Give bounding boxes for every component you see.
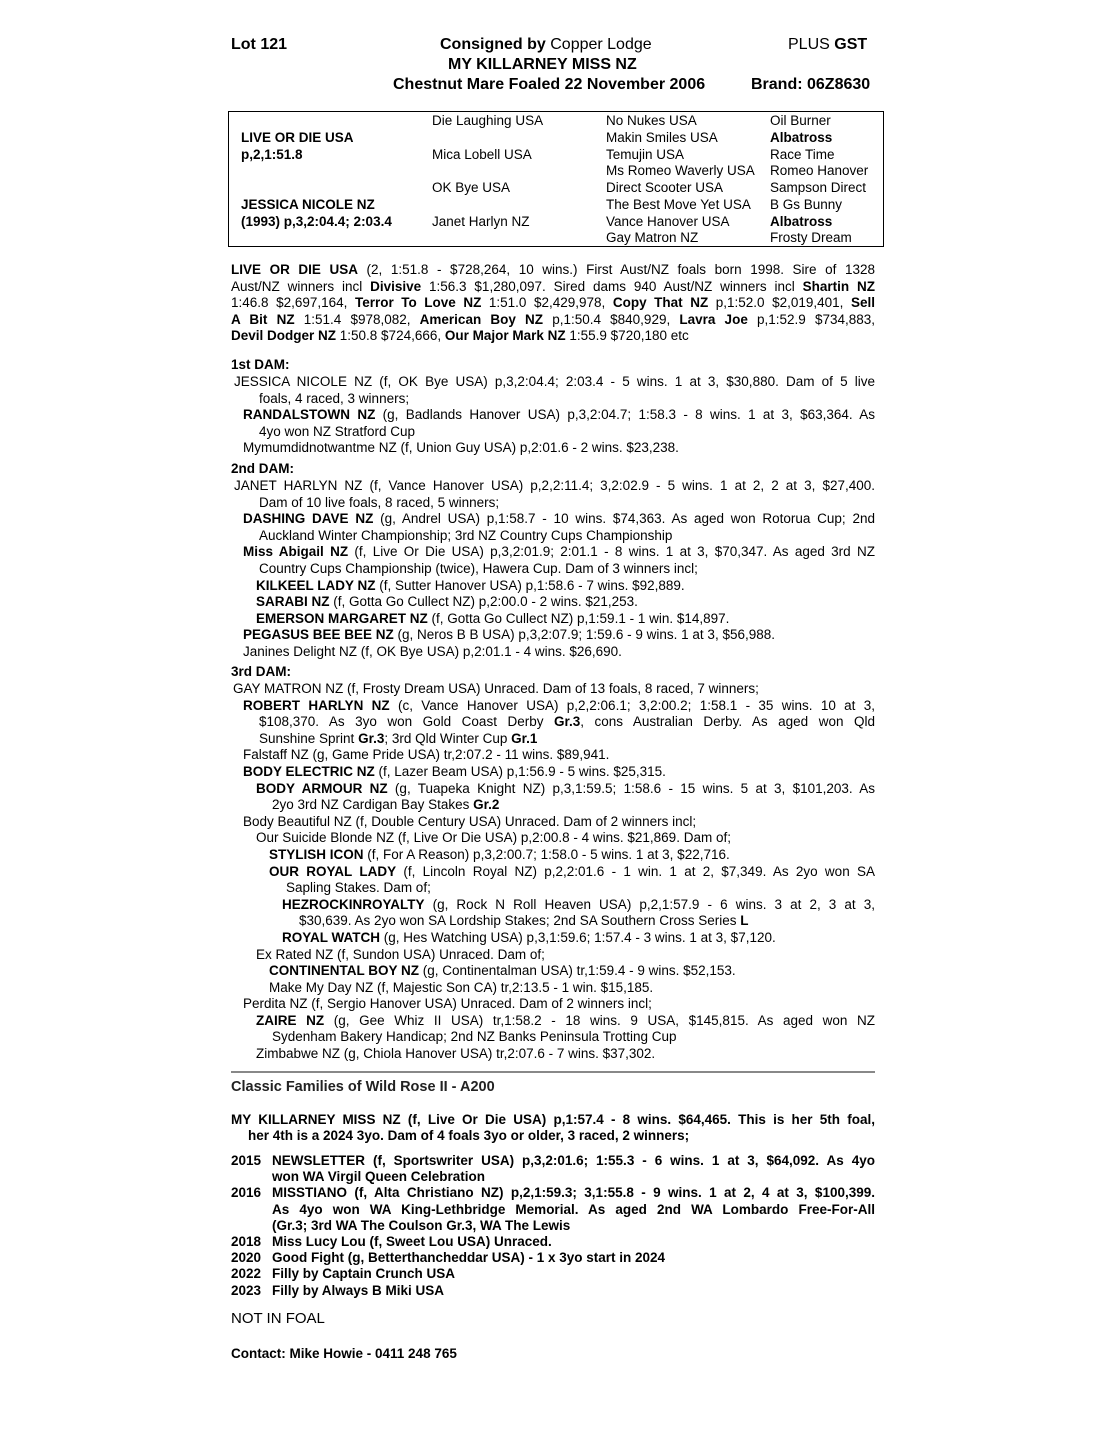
text-segment: 1:50.8 $724,666, <box>336 328 445 344</box>
text-line <box>231 830 875 847</box>
horse-name-bold: Miss Abigail NZ <box>243 544 349 560</box>
text-segment: Zimbabwe NZ (g, Chiola Hanover USA) tr,2:07.6 - 7 wins. $37,302. <box>256 1046 656 1062</box>
pedigree-gen4: Race Time <box>770 147 835 162</box>
text-line <box>231 391 875 408</box>
text-segment: 1:46.8 $2,697,164, <box>231 295 355 311</box>
horse-name-bold: Shartin NZ <box>802 278 875 294</box>
text-line <box>231 731 875 748</box>
foal-entry <box>231 1234 875 1250</box>
foal-year: 2018 <box>231 1233 262 1249</box>
horse-name-bold: ROBERT HARLYN NZ <box>243 697 390 713</box>
foal-entry <box>231 1283 875 1299</box>
plus-label: PLUS <box>788 36 830 53</box>
foal-year: 2022 <box>231 1266 262 1282</box>
pedigree-sire-record: p,2,1:51.8 <box>241 147 303 162</box>
pedigree-gen3: Makin Smiles USA <box>606 130 718 145</box>
lot-number: Lot 121 <box>231 36 288 53</box>
text-segment: $108,370. As 3yo won Gold Coast Derby <box>259 714 554 730</box>
update-line-text: MY KILLARNEY MISS NZ (f, Live Or Die USA) p,1:57.4 - 8 wins. $64,465. This is her 5th foal, <box>231 1112 875 1127</box>
text-line <box>231 698 875 715</box>
pedigree-gen3: Direct Scooter USA <box>606 180 724 195</box>
horse-name-bold: Copy That NZ <box>612 295 709 311</box>
horse-name: MY KILLARNEY MISS NZ <box>448 56 637 73</box>
text-segment: JESSICA NICOLE NZ (f, OK Bye USA) p,3,2:04.4; 2:03.4 - 5 wins. 1 at 3, $30,880. Dam of 5 live <box>234 374 875 389</box>
foal-year: 2015 <box>231 1153 262 1168</box>
horse-name-bold: Lavra Joe <box>679 311 748 327</box>
pedigree-gen4: Albatross <box>770 130 833 145</box>
text-line <box>231 681 875 698</box>
text-segment: GAY MATRON NZ (f, Frosty Dream USA) Unraced. Dam of 13 foals, 8 raced, 7 winners; <box>233 681 759 696</box>
pedigree-gen4: Romeo Hanover <box>770 163 869 178</box>
contact-info: Contact: Mike Howie - 0411 248 765 <box>231 1346 457 1361</box>
update-line <box>231 1128 875 1144</box>
text-line <box>231 495 875 512</box>
text-line <box>231 930 875 947</box>
gst-label: GST <box>834 36 868 53</box>
text-segment: 1:56.3 $1,280,097. Sired dams 940 Aust/NZ winners incl <box>421 278 803 294</box>
text-segment: (f, Lincoln Royal NZ) p,2,2:01.6 - 1 win. 1 at 2, $7,349. As 2yo won SA <box>396 863 875 879</box>
pedigree-gen4: Frosty Dream <box>770 230 852 245</box>
pedigree-gen4: Albatross <box>770 214 833 229</box>
update-summary <box>231 1112 875 1145</box>
text-segment: (g, Continentalman USA) tr,1:59.4 - 9 wins. $52,153. <box>419 963 736 979</box>
text-line <box>231 478 875 495</box>
horse-name-bold: KILKEEL LADY NZ <box>256 577 376 593</box>
text-line <box>231 980 875 997</box>
pedigree-gen3: Ms Romeo Waverly USA <box>606 163 755 178</box>
text-segment: (f, Gotta Go Cullect NZ) p,2:00.0 - 2 wins. $21,253. <box>329 594 638 610</box>
foal-text: Miss Lucy Lou (f, Sweet Lou USA) Unraced. <box>272 1233 552 1249</box>
pedigree-gen4: B Gs Bunny <box>770 197 843 212</box>
section-divider <box>231 1071 875 1073</box>
horse-name-bold: PEGASUS BEE BEE NZ <box>243 627 394 643</box>
text-line <box>231 644 875 661</box>
text-segment: (g, Badlands Hanover USA) p,3,2:04.7; 1:58.3 - 8 wins. 1 at 3, $63,364. As <box>375 407 875 423</box>
pedigree-gen2: OK Bye USA <box>432 180 511 195</box>
foal-year: 2023 <box>231 1282 262 1298</box>
text-segment: JANET HARLYN NZ (f, Vance Hanover USA) p,2,2:11.4; 3,2:02.9 - 5 wins. 1 at 2, 2 at 3, $27,400. <box>234 478 875 493</box>
text-segment: (g, Hes Watching USA) p,3,1:59.6; 1:57.4 - 3 wins. 1 at 3, $7,120. <box>380 929 776 945</box>
pedigree-gen4: Oil Burner <box>770 113 831 128</box>
horse-name-bold: STYLISH ICON <box>269 846 364 862</box>
text-segment: (2, 1:51.8 - $728,264, 10 wins.) First Aust/NZ foals born 1998. Sire of 1328 <box>357 262 875 277</box>
text-segment: 1:55.9 $720,180 etc <box>565 328 689 344</box>
text-segment: 4yo won NZ Stratford Cup <box>259 423 416 439</box>
horse-name-bold: Terror To Love NZ <box>354 295 482 311</box>
text-segment: Mymumdidnotwantme NZ (f, Union Guy USA) p,2:01.6 - 2 wins. $23,238. <box>243 440 679 456</box>
horse-description: Chestnut Mare Foaled 22 November 2006 <box>393 76 706 93</box>
text-segment: (f, Sutter Hanover USA) p,1:58.6 - 7 wins. $92,889. <box>375 577 685 593</box>
pedigree-gen2: Mica Lobell USA <box>432 147 532 162</box>
foal-text: NEWSLETTER (f, Sportswriter USA) p,3,2:01.6; 1:55.3 - 6 wins. 1 at 3, $64,092. As 4yo <box>272 1153 875 1168</box>
family-title: Classic Families of Wild Rose II - A200 <box>231 1079 495 1095</box>
horse-name-bold: LIVE OR DIE USA <box>231 262 358 277</box>
foal-year: 2016 <box>231 1185 262 1201</box>
text-segment: Sydenham Bakery Handicap; 2nd NZ Banks Peninsula Trotting Cup <box>272 1029 677 1045</box>
horse-name-bold: Divisive <box>370 278 422 294</box>
text-segment: (c, Vance Hanover USA) p,2,2:06.1; 3,2:00.2; 1:58.1 - 35 wins. 10 at 3, <box>389 697 875 713</box>
text-line <box>231 947 875 964</box>
text-segment: p,1:52.0 $2,019,401, <box>708 295 851 311</box>
horse-name-bold: A Bit NZ <box>231 311 295 327</box>
horse-name-bold: BODY ARMOUR NZ <box>256 780 388 796</box>
text-line <box>231 913 875 930</box>
text-line <box>231 262 875 279</box>
text-segment: , cons Australian Derby. As aged won Qld <box>580 714 875 730</box>
text-segment: Janines Delight NZ (f, OK Bye USA) p,2:01.1 - 4 wins. $26,690. <box>243 643 622 659</box>
foal-entry <box>231 1250 875 1266</box>
update-line-text: her 4th is a 2024 3yo. Dam of 4 foals 3yo or older, 3 raced, 2 winners; <box>248 1128 690 1144</box>
pedigree-gen3: Gay Matron NZ <box>606 230 699 245</box>
first-dam-heading: 1st DAM: <box>231 357 290 372</box>
pedigree-gen3: Vance Hanover USA <box>606 214 730 229</box>
foal-entry <box>231 1153 875 1169</box>
gst-note <box>788 36 867 54</box>
text-segment: (g, Rock N Roll Heaven USA) p,2,1:57.9 - 6 wins. 3 at 2, 3 at 3, <box>424 896 875 912</box>
text-line <box>231 864 875 881</box>
text-segment: Perdita NZ (f, Sergio Hanover USA) Unraced. Dam of 2 winners incl; <box>243 996 652 1012</box>
horse-name-bold: Gr.2 <box>473 797 500 813</box>
text-line <box>231 880 875 897</box>
text-line <box>231 996 875 1013</box>
horse-name-bold: Sell <box>850 295 875 311</box>
horse-name-bold: ROYAL WATCH <box>282 929 381 945</box>
text-segment: (g, Andrel USA) p,1:58.7 - 10 wins. $74,363. As aged won Rotorua Cup; 2nd <box>373 511 875 527</box>
first-dam-section <box>231 374 875 457</box>
horse-name-bold: Gr.1 <box>511 730 538 746</box>
text-line <box>231 424 875 441</box>
text-line <box>231 1013 875 1030</box>
text-segment: 2yo 3rd NZ Cardigan Bay Stakes <box>272 797 474 813</box>
horse-name-bold: American Boy NZ <box>419 311 544 327</box>
text-line <box>231 764 875 781</box>
foal-list <box>231 1153 875 1299</box>
foal-year: 2020 <box>231 1250 262 1266</box>
text-line <box>231 594 875 611</box>
horse-name-bold: Gr.3 <box>358 730 385 746</box>
foal-entry <box>231 1185 875 1201</box>
text-line <box>231 279 875 296</box>
horse-name-bold: HEZROCKINROYALTY <box>282 896 425 912</box>
pedigree-gen3: Temujin USA <box>606 147 685 162</box>
update-line <box>231 1112 875 1128</box>
foal-text: Filly by Captain Crunch USA <box>272 1266 456 1282</box>
foal-text: As 4yo won WA King-Lethbridge Memorial. As aged 2nd WA Lombardo Free-For-All <box>272 1201 875 1217</box>
text-line <box>231 328 875 345</box>
foal-text: (Gr.3; 3rd WA The Coulson Gr.3, WA The Lewis <box>272 1217 571 1233</box>
horse-name-bold: DASHING DAVE NZ <box>243 511 374 527</box>
text-segment: Falstaff NZ (g, Game Pride USA) tr,2:07.2 - 11 wins. $89,941. <box>243 747 610 763</box>
text-segment: p,1:50.4 $840,929, <box>543 311 680 327</box>
text-segment: $30,639. As 2yo won SA Lordship Stakes; 2nd SA Southern Cross Series <box>299 913 741 929</box>
text-segment: Auckland Winter Championship; 3rd NZ Country Cups Championship <box>259 527 673 543</box>
text-line <box>231 440 875 457</box>
text-line <box>231 511 875 528</box>
text-line <box>231 312 875 329</box>
text-line <box>231 1029 875 1046</box>
second-dam-heading: 2nd DAM: <box>231 461 294 476</box>
text-segment: Aust/NZ winners incl <box>231 278 371 294</box>
text-line <box>231 528 875 545</box>
text-segment: Dam of 10 live foals, 8 raced, 5 winners; <box>259 494 500 510</box>
text-line <box>231 374 875 391</box>
pedigree-sire: LIVE OR DIE USA <box>241 130 354 145</box>
text-line <box>231 781 875 798</box>
text-line <box>231 1046 875 1063</box>
horse-name-bold: RANDALSTOWN NZ <box>243 407 376 423</box>
third-dam-section <box>231 681 875 1063</box>
text-line <box>231 797 875 814</box>
text-segment: (g, Gee Whiz II USA) tr,1:58.2 - 18 wins. 9 USA, $145,815. As aged won NZ <box>324 1012 875 1028</box>
text-line <box>231 897 875 914</box>
text-line <box>231 814 875 831</box>
pedigree-gen2: Janet Harlyn NZ <box>432 214 530 229</box>
text-segment: 1:51.0 $2,429,978, <box>481 295 613 311</box>
text-segment: ; 3rd Qld Winter Cup <box>384 730 512 746</box>
foal-entry <box>231 1202 875 1218</box>
text-segment: (g, Neros B B USA) p,3,2:07.9; 1:59.6 - 9 wins. 1 at 3, $56,988. <box>393 627 775 643</box>
text-segment: (g, Tuapeka Knight NZ) p,3,1:59.5; 1:58.6 - 15 wins. 5 at 3, $101,203. As <box>387 780 875 796</box>
consigned-by <box>440 36 652 54</box>
horse-name-bold: BODY ELECTRIC NZ <box>243 763 375 779</box>
text-segment: Make My Day NZ (f, Majestic Son CA) tr,2:13.5 - 1 win. $15,185. <box>269 979 654 995</box>
text-segment: (f, Lazer Beam USA) p,1:56.9 - 5 wins. $25,315. <box>374 763 666 779</box>
text-line <box>231 627 875 644</box>
foal-entry <box>231 1266 875 1282</box>
brand: Brand: 06Z8630 <box>751 76 871 93</box>
text-segment: p,1:52.9 $734,883, <box>747 311 876 327</box>
text-segment: Country Cups Championship (twice), Hawera Cup. Dam of 3 winners incl; <box>259 560 698 576</box>
text-line <box>231 407 875 424</box>
text-segment: Sapling Stakes. Dam of; <box>286 880 431 896</box>
sire-summary <box>231 262 875 345</box>
horse-name-bold: Devil Dodger NZ <box>231 328 337 344</box>
text-line <box>231 747 875 764</box>
text-segment: Our Suicide Blonde NZ (f, Live Or Die USA) p,2:00.8 - 4 wins. $21,869. Dam of; <box>256 830 731 846</box>
horse-name-bold: CONTINENTAL BOY NZ <box>269 963 420 979</box>
pedigree-gen3: The Best Move Yet USA <box>606 197 751 212</box>
text-line <box>231 295 875 312</box>
text-line <box>231 963 875 980</box>
horse-name-bold: Our Major Mark NZ <box>444 328 566 344</box>
text-line <box>231 847 875 864</box>
foal-status: NOT IN FOAL <box>231 1310 325 1327</box>
text-line <box>231 611 875 628</box>
pedigree-table <box>228 111 884 247</box>
horse-name-bold: ZAIRE NZ <box>256 1012 325 1028</box>
text-segment: (f, For A Reason) p,3,2:00.7; 1:58.0 - 5 wins. 1 at 3, $22,716. <box>363 846 730 862</box>
foal-text: MISSTIANO (f, Alta Christiano NZ) p,2,1:59.3; 3,1:55.8 - 9 wins. 1 at 2, 4 at 3, $100,399. <box>272 1185 875 1201</box>
text-line <box>231 561 875 578</box>
horse-name-bold: L <box>740 913 749 929</box>
text-segment: foals, 4 raced, 3 winners; <box>259 390 410 406</box>
pedigree-dam: JESSICA NICOLE NZ <box>241 197 375 212</box>
foal-text: Good Fight (g, Betterthancheddar USA) - 1 x 3yo start in 2024 <box>272 1250 666 1266</box>
pedigree-gen3: No Nukes USA <box>606 113 697 128</box>
text-segment: Body Beautiful NZ (f, Double Century USA) Unraced. Dam of 2 winners incl; <box>243 813 697 829</box>
pedigree-gen2: Die Laughing USA <box>432 113 544 128</box>
foal-entry <box>231 1169 875 1185</box>
text-line <box>231 714 875 731</box>
second-dam-section <box>231 478 875 661</box>
text-segment: Sunshine Sprint <box>259 730 359 746</box>
text-segment: 1:51.4 $978,082, <box>294 311 420 327</box>
text-line <box>231 578 875 595</box>
horse-name-bold: OUR ROYAL LADY <box>269 863 397 879</box>
consignor-name: Copper Lodge <box>550 36 652 53</box>
foal-entry <box>231 1218 875 1234</box>
text-line <box>231 544 875 561</box>
horse-name-bold: SARABI NZ <box>256 594 330 610</box>
third-dam-heading: 3rd DAM: <box>231 664 291 679</box>
foal-text: Filly by Always B Miki USA <box>272 1282 445 1298</box>
horse-name-bold: EMERSON MARGARET NZ <box>256 610 428 626</box>
text-segment: (f, Live Or Die USA) p,3,2:01.9; 2:01.1 - 8 wins. 1 at 3, $70,347. As aged 3rd NZ <box>348 544 875 560</box>
horse-name-bold: Gr.3 <box>553 714 581 730</box>
text-segment: Ex Rated NZ (f, Sundon USA) Unraced. Dam of; <box>256 946 545 962</box>
consigned-by-label: Consigned by <box>440 36 546 53</box>
text-segment: (f, Gotta Go Cullect NZ) p,1:59.1 - 1 win. $14,897. <box>427 610 730 626</box>
pedigree-dam-record: (1993) p,3,2:04.4; 2:03.4 <box>241 214 392 229</box>
foal-text: won WA Virgil Queen Celebration <box>272 1169 486 1185</box>
pedigree-gen4: Sampson Direct <box>770 180 867 195</box>
